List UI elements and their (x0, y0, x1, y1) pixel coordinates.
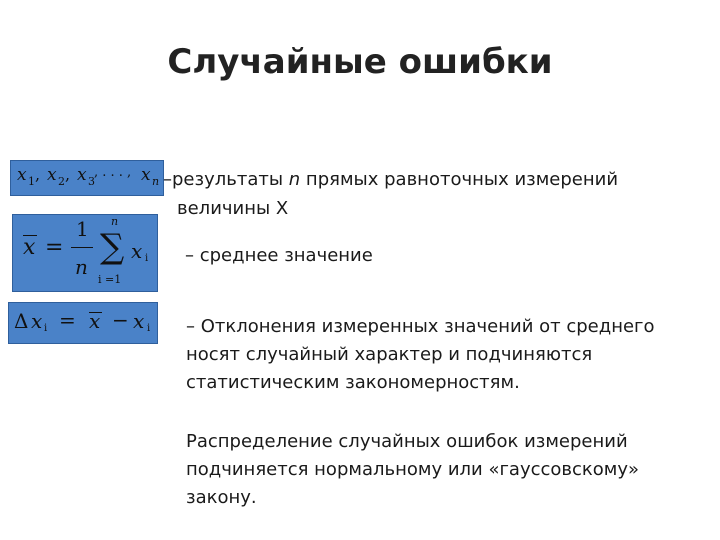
fraction-bar (71, 247, 93, 248)
x-symbol: x (133, 309, 145, 333)
x1-symbol: x (17, 165, 27, 185)
distribution-text-line1: Распределение случайных ошибок измерений (186, 431, 628, 452)
mean-text: – среднее значение (185, 245, 373, 266)
fraction-numerator: 1 (76, 217, 89, 241)
minus-sign: − (112, 308, 129, 332)
sigma-icon: ∑ (100, 227, 125, 267)
measurements-text (163, 167, 618, 193)
dash: – (163, 169, 172, 190)
deviation-text-line1: – Отклонения измеренных значений от среднего (186, 316, 655, 337)
sum-lower-limit: i =1 (98, 273, 122, 286)
sum-upper-limit: n (111, 215, 119, 228)
deviation-text-line3: статистическим закономерностям. (186, 372, 520, 393)
xi-subscript: i (145, 253, 149, 264)
measurements-text-line2: величины Х (177, 198, 289, 219)
xbar-symbol: x (89, 309, 101, 333)
mean-x-symbol: x (23, 235, 36, 260)
delta-icon: Δ (14, 309, 29, 333)
separator: , (65, 165, 71, 184)
xn-subscript: n (152, 175, 160, 188)
measurements-formula (10, 160, 164, 196)
equals-sign: = (59, 308, 76, 332)
x3-symbol: x (77, 165, 87, 185)
fraction-denominator: n (75, 255, 88, 279)
dx-subscript: i (44, 323, 48, 334)
distribution-text-line2: подчиняется нормальному или «гауссовскому» (186, 459, 640, 480)
distribution-text-line3: закону. (186, 487, 257, 508)
ellipsis: , . . . , (94, 165, 132, 180)
equals-sign: = (45, 235, 64, 260)
page-title: Случайные ошибки (167, 42, 553, 82)
deviation-formula (8, 302, 158, 344)
dx-symbol: x (31, 309, 43, 333)
x-subscript: i (147, 323, 151, 334)
xn-symbol: x (141, 165, 151, 185)
measurements-line1-pre: результаты (172, 169, 289, 190)
xi-symbol: x (131, 239, 143, 263)
x2-symbol: x (47, 165, 57, 185)
measurements-line1-post: прямых равноточных измерений (300, 169, 619, 190)
separator: , (35, 165, 41, 184)
mean-formula (12, 214, 158, 292)
deviation-text-line2: носят случайный характер и подчиняются (186, 344, 593, 365)
x3-subscript: 3 (88, 175, 95, 188)
measurements-count-symbol: n (288, 169, 301, 190)
x1-subscript: 1 (28, 175, 35, 188)
x2-subscript: 2 (58, 175, 65, 188)
